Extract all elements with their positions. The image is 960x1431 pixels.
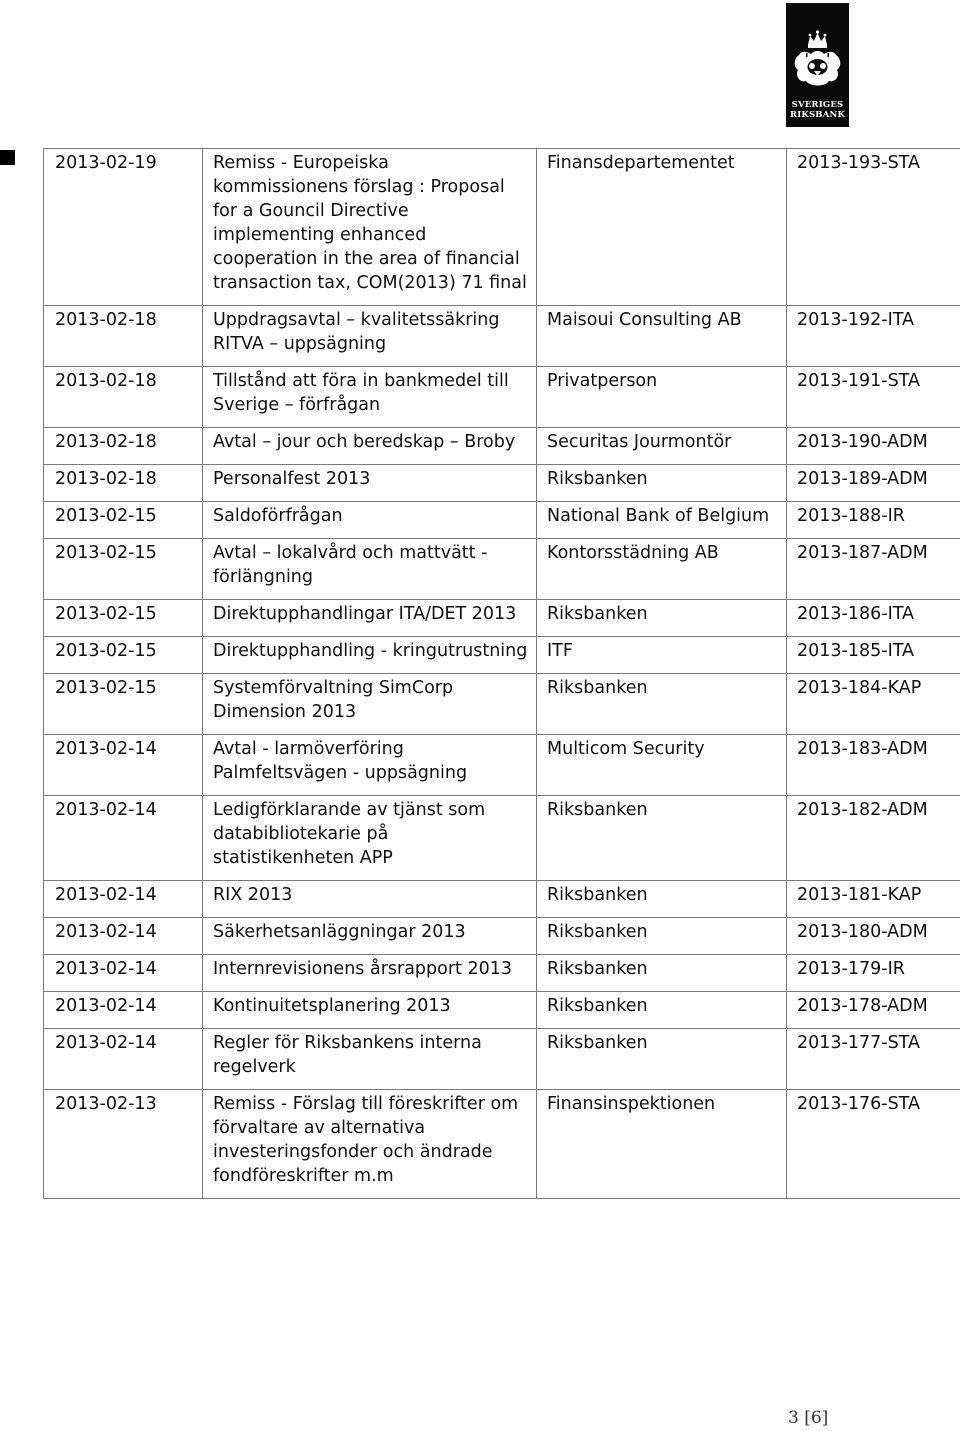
date-cell: 2013-02-14 [44, 796, 203, 881]
reference-cell: 2013-185-ITA [787, 637, 960, 674]
table-row [44, 796, 960, 881]
table-row [44, 149, 960, 306]
table-row [44, 735, 960, 796]
subject-cell: Kontinuitetsplanering 2013 [203, 992, 537, 1029]
table-row [44, 367, 960, 428]
party-cell: Riksbanken [537, 600, 787, 637]
date-cell: 2013-02-15 [44, 600, 203, 637]
date-cell: 2013-02-18 [44, 306, 203, 367]
party-cell: Riksbanken [537, 796, 787, 881]
subject-cell: Remiss - Förslag till föreskrifter om förvaltare av alternativa investeringsfonder och ändrade fondföreskrifter m.m [203, 1090, 537, 1199]
table-row [44, 918, 960, 955]
party-cell: Riksbanken [537, 881, 787, 918]
table-row [44, 539, 960, 600]
party-cell: Riksbanken [537, 465, 787, 502]
party-cell: Maisoui Consulting AB [537, 306, 787, 367]
date-cell: 2013-02-18 [44, 428, 203, 465]
party-cell: Riksbanken [537, 674, 787, 735]
party-cell: Finansinspektionen [537, 1090, 787, 1199]
date-cell: 2013-02-15 [44, 637, 203, 674]
party-cell: Riksbanken [537, 1029, 787, 1090]
reference-cell: 2013-187-ADM [787, 539, 960, 600]
party-cell: Kontorsstädning AB [537, 539, 787, 600]
subject-cell: Internrevisionens årsrapport 2013 [203, 955, 537, 992]
subject-cell: Regler för Riksbankens interna regelverk [203, 1029, 537, 1090]
subject-cell: Direktupphandlingar ITA/DET 2013 [203, 600, 537, 637]
reference-cell: 2013-181-KAP [787, 881, 960, 918]
logo-text-line1: SVERIGES [791, 100, 844, 110]
reference-cell: 2013-190-ADM [787, 428, 960, 465]
subject-cell: Personalfest 2013 [203, 465, 537, 502]
subject-cell: Tillstånd att föra in bankmedel till Sverige – förfrågan [203, 367, 537, 428]
party-cell: Privatperson [537, 367, 787, 428]
date-cell: 2013-02-15 [44, 539, 203, 600]
table-row [44, 428, 960, 465]
reference-cell: 2013-183-ADM [787, 735, 960, 796]
date-cell: 2013-02-15 [44, 674, 203, 735]
reference-cell: 2013-186-ITA [787, 600, 960, 637]
date-cell: 2013-02-14 [44, 735, 203, 796]
table-row [44, 465, 960, 502]
crown-seal-icon [786, 3, 849, 99]
section-bullet-icon [0, 150, 15, 165]
date-cell: 2013-02-18 [44, 465, 203, 502]
date-cell: 2013-02-13 [44, 1090, 203, 1199]
table-row [44, 1029, 960, 1090]
party-cell: Riksbanken [537, 955, 787, 992]
logo-text-line2: RIKSBANK [789, 110, 846, 120]
party-cell: Riksbanken [537, 918, 787, 955]
subject-cell: Säkerhetsanläggningar 2013 [203, 918, 537, 955]
table-row [44, 1090, 960, 1199]
table-row [44, 674, 960, 735]
date-cell: 2013-02-14 [44, 918, 203, 955]
reference-cell: 2013-180-ADM [787, 918, 960, 955]
table-row [44, 992, 960, 1029]
reference-cell: 2013-192-ITA [787, 306, 960, 367]
reference-cell: 2013-184-KAP [787, 674, 960, 735]
date-cell: 2013-02-18 [44, 367, 203, 428]
subject-cell: Uppdragsavtal – kvalitetssäkring RITVA – uppsägning [203, 306, 537, 367]
riksbank-logo [786, 3, 849, 127]
party-cell: ITF [537, 637, 787, 674]
table-row [44, 955, 960, 992]
subject-cell: Direktupphandling - kringutrustning [203, 637, 537, 674]
party-cell: Securitas Jourmontör [537, 428, 787, 465]
date-cell: 2013-02-14 [44, 881, 203, 918]
subject-cell: Remiss - Europeiska kommissionens förslag : Proposal for a Gouncil Directive implementing enhanced cooperation in the area of financial transaction tax, COM(2013) 71 final [203, 149, 537, 306]
party-cell: Multicom Security [537, 735, 787, 796]
subject-cell: Saldoförfrågan [203, 502, 537, 539]
table-row [44, 637, 960, 674]
date-cell: 2013-02-14 [44, 1029, 203, 1090]
subject-cell: Ledigförklarande av tjänst som databibliotekarie på statistikenheten APP [203, 796, 537, 881]
reference-cell: 2013-189-ADM [787, 465, 960, 502]
reference-cell: 2013-178-ADM [787, 992, 960, 1029]
table-row [44, 881, 960, 918]
party-cell: National Bank of Belgium [537, 502, 787, 539]
register-table [43, 148, 960, 1199]
reference-cell: 2013-191-STA [787, 367, 960, 428]
table-row [44, 306, 960, 367]
reference-cell: 2013-188-IR [787, 502, 960, 539]
register-table-body [44, 149, 960, 1199]
reference-cell: 2013-182-ADM [787, 796, 960, 881]
date-cell: 2013-02-14 [44, 992, 203, 1029]
date-cell: 2013-02-14 [44, 955, 203, 992]
reference-cell: 2013-176-STA [787, 1090, 960, 1199]
date-cell: 2013-02-15 [44, 502, 203, 539]
table-row [44, 502, 960, 539]
table-row [44, 600, 960, 637]
subject-cell: Avtal - larmöverföring Palmfeltsvägen - uppsägning [203, 735, 537, 796]
subject-cell: RIX 2013 [203, 881, 537, 918]
subject-cell: Avtal – jour och beredskap – Broby [203, 428, 537, 465]
subject-cell: Avtal – lokalvård och mattvätt - förlängning [203, 539, 537, 600]
party-cell: Riksbanken [537, 992, 787, 1029]
reference-cell: 2013-193-STA [787, 149, 960, 306]
subject-cell: Systemförvaltning SimCorp Dimension 2013 [203, 674, 537, 735]
reference-cell: 2013-177-STA [787, 1029, 960, 1090]
party-cell: Finansdepartementet [537, 149, 787, 306]
page-number: 3 [6] [788, 1408, 829, 1428]
reference-cell: 2013-179-IR [787, 955, 960, 992]
date-cell: 2013-02-19 [44, 149, 203, 306]
